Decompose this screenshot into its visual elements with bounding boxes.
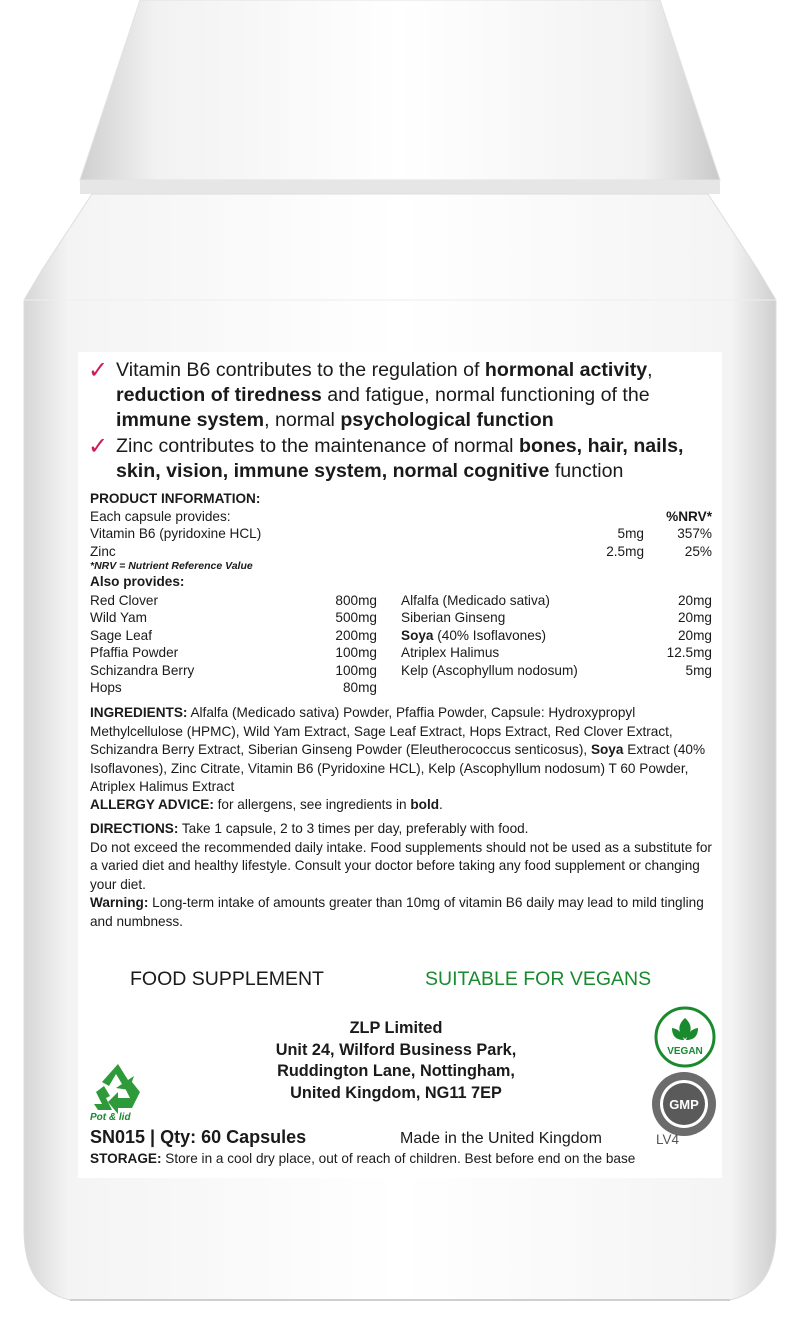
ingredient-name: Wild Yam [90, 610, 147, 625]
food-supplement-label: FOOD SUPPLEMENT [130, 968, 324, 990]
ingredient-amount: 800mg [335, 592, 377, 608]
check-icon: ✓ [88, 433, 109, 460]
sku-quantity: SN015 | Qty: 60 Capsules [90, 1127, 307, 1147]
vegan-logo-text: VEGAN [667, 1046, 703, 1057]
ingredient-name: Red Clover [90, 592, 158, 608]
ingredients-text-2: Extract (40% Isoflavones), Zinc Citrate, Vitamin B6 (Pyridoxine HCL), Kelp (Ascophyllum nodosum) T 60 Powder, Atriplex Halimus Extract [90, 742, 706, 795]
nutrient-name: Zinc [90, 543, 116, 559]
product-label [78, 352, 722, 1178]
claim-text: Zinc contributes to the maintenance of normal [116, 435, 519, 457]
product-information [90, 490, 712, 698]
ingredient-name: Sage Leaf [90, 627, 152, 643]
nutrient-list [90, 525, 712, 560]
ingredient-name: Alfalfa (Medicado sativa) [401, 592, 550, 608]
claim-bold-text: psychological function [340, 409, 554, 431]
gmp-logo-text: GMP [669, 1097, 699, 1112]
directions-line [90, 820, 712, 839]
claim-bold-text: immune system [116, 409, 265, 431]
ingredient-amount-row [401, 627, 712, 645]
allergy-advice [90, 796, 712, 815]
product-info-heading: PRODUCT INFORMATION: [90, 491, 261, 506]
ingredients-text: Alfalfa (Medicado sativa) Powder, Pfaffia Powder, Capsule: Hydroxypropyl Methylcellulose (HPMC), Wild Yam Extract, Sage Leaf Extract, Hops Extract, Red Clover Extract, Schizandra Berry Extract, Siberian Ginseng Powder (Eleutherococcus senticosus), [90, 705, 673, 758]
nutrient-row [90, 525, 712, 543]
ingredient-amount-row [90, 627, 377, 645]
also-provides-right [401, 592, 712, 680]
address-line: Unit 24, Wilford Business Park, [275, 1040, 517, 1059]
ingredient-name: Kelp (Ascophyllum nodosum) [401, 662, 578, 678]
also-provides-heading: Also provides: [90, 574, 185, 589]
nutrient-amount: 5mg [617, 526, 644, 541]
claim-vitamin-b6 [88, 358, 718, 433]
ingredient-amount-row [90, 644, 377, 662]
claim-text: , normal [264, 409, 341, 431]
ingredient-amount: 80mg [342, 680, 377, 695]
also-provides-table [90, 592, 712, 698]
directions-block [90, 820, 712, 932]
made-in-label: Made in the United Kingdom [400, 1130, 602, 1147]
each-capsule-label: Each capsule provides: [90, 508, 231, 524]
allergen-name: Soya [401, 627, 434, 643]
directions-advice: Do not exceed the recommended daily intake. Food supplements should not be used as a substitute for a varied diet and healthy lifestyle. Consult your doctor before taking any food supplement or changing your diet. [90, 839, 712, 892]
directions-text: Take 1 capsule, 2 to 3 times per day, preferably with food. [178, 821, 529, 836]
vegan-logo [654, 1006, 716, 1068]
ingredient-amount: 100mg [335, 645, 377, 660]
ingredient-amount: 20mg [677, 610, 712, 625]
ingredient-name: Siberian Ginseng [401, 610, 506, 625]
ingredients-block [90, 704, 712, 797]
allergy-label: ALLERGY ADVICE: [90, 797, 214, 812]
ingredient-amount: 500mg [335, 610, 377, 625]
ingredient-name: Soya (40% Isoflavones) [401, 627, 547, 643]
claim-text: , [647, 359, 653, 381]
ingredients-label: INGREDIENTS: [90, 705, 188, 720]
health-claims [88, 358, 718, 485]
ingredient-amount: 100mg [335, 662, 377, 678]
directions-label: DIRECTIONS: [90, 821, 179, 836]
claim-zinc [88, 434, 718, 484]
address-line: Ruddington Lane, Nottingham, [277, 1062, 515, 1080]
claim-text: Vitamin B6 contributes to the regulation of [116, 359, 485, 381]
ingredient-amount-row [90, 609, 377, 627]
allergy-text: for allergens, see ingredients in [213, 797, 411, 812]
ingredient-amount: 200mg [335, 627, 377, 643]
ingredient-amount: 5mg [685, 662, 712, 678]
claim-bold-text: bones, hair, nails, skin, vision, immune system, normal cognitive [116, 435, 684, 482]
nutrient-name: Vitamin B6 (pyridoxine HCL) [90, 526, 262, 541]
nutrient-nrv: 357% [677, 526, 712, 541]
ingredient-amount-row [401, 592, 712, 610]
address-line: United Kingdom, NG11 7EP [290, 1083, 502, 1102]
check-icon: ✓ [88, 357, 109, 384]
storage-text: Store in a cool dry place, out of reach of children. Best before end on the base [161, 1151, 636, 1166]
also-provides-left [90, 592, 377, 697]
nrv-note: *NRV = Nutrient Reference Value [90, 560, 253, 572]
pot-and-lid-note: Pot & lid [90, 1112, 131, 1123]
ingredient-amount: 20mg [677, 627, 712, 643]
nrv-header: %NRV* [666, 508, 712, 524]
ingredient-amount-row [90, 679, 377, 697]
ingredient-name: Schizandra Berry [90, 662, 195, 678]
ingredient-name: Atriplex Halimus [401, 645, 500, 660]
gmp-logo [650, 1070, 718, 1138]
ingredient-amount-row [90, 662, 377, 680]
nutrient-row [90, 543, 712, 561]
address-line: ZLP Limited [349, 1019, 443, 1037]
allergy-bold-word: bold [410, 797, 440, 812]
claim-bold-text: hormonal activity [484, 359, 648, 381]
storage-label: STORAGE: [90, 1151, 162, 1166]
allergy-end: . [439, 797, 443, 812]
nutrient-amount: 2.5mg [606, 543, 644, 559]
ingredient-amount-row [401, 644, 712, 662]
claim-text: function [549, 460, 624, 482]
manufacturer-address [228, 1018, 564, 1104]
ingredient-amount-row [401, 662, 712, 680]
nutrient-nrv: 25% [684, 543, 712, 559]
claim-bold-text: reduction of tiredness [116, 384, 322, 406]
nutrient-header-row [90, 508, 712, 526]
suitable-for-vegans-label: SUITABLE FOR VEGANS [425, 968, 652, 990]
ingredient-amount-row [401, 609, 712, 627]
storage-instructions [90, 1151, 635, 1166]
ingredient-amount-row [90, 592, 377, 610]
ingredient-amount: 12.5mg [666, 645, 712, 660]
version-code: LV4 [656, 1132, 680, 1147]
warning-text: Long-term intake of amounts greater than 10mg of vitamin B6 daily may lead to mild tingling and numbness. [90, 895, 704, 929]
ingredient-name: Pfaffia Powder [90, 645, 179, 660]
claim-text: and fatigue, normal functioning of the [321, 384, 650, 406]
ingredients-allergen: Soya [590, 742, 624, 758]
ingredient-amount: 20mg [677, 592, 712, 608]
warning-line [90, 894, 712, 931]
warning-label: Warning: [90, 895, 149, 911]
ingredient-name: Hops [90, 680, 122, 695]
